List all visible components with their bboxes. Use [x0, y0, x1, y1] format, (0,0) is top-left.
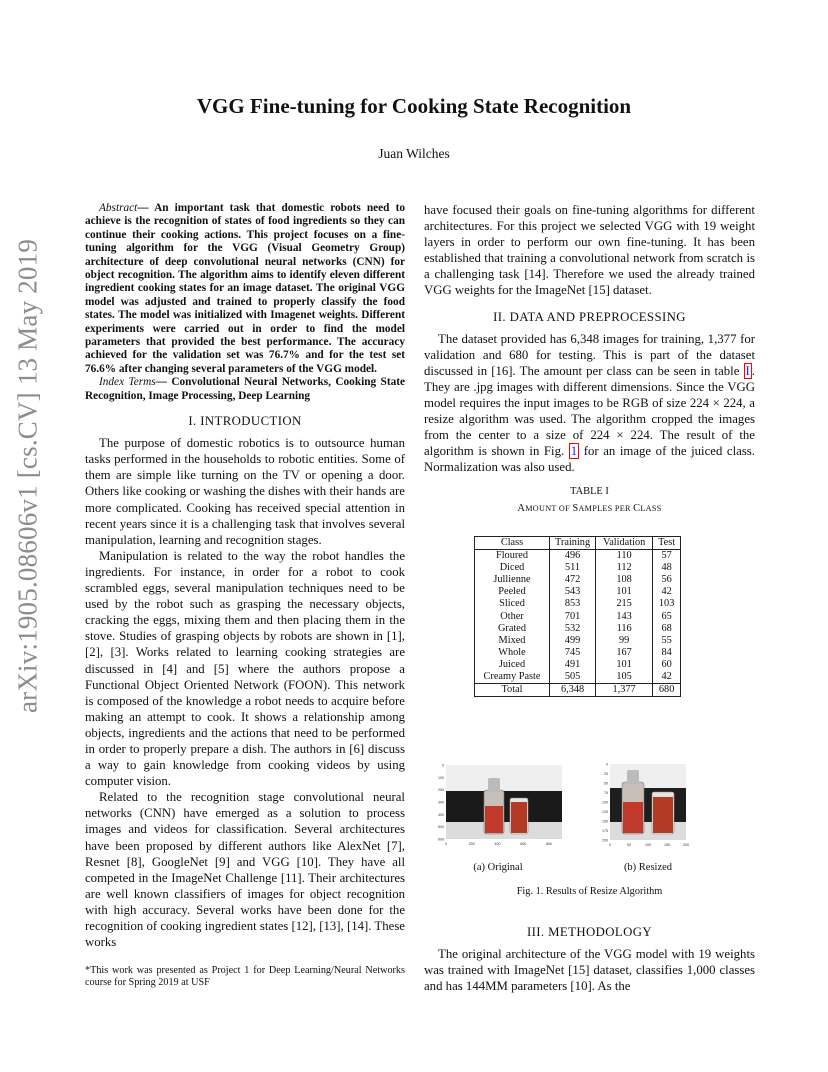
- index-terms-lead: Index Terms: [99, 376, 156, 389]
- table-cell: 48: [653, 562, 681, 574]
- table-label: TABLE I: [570, 486, 609, 497]
- table-row: [475, 598, 681, 610]
- table-total-cell: 6,348: [550, 684, 596, 697]
- paper-title: VGG Fine-tuning for Cooking State Recognition: [196, 94, 632, 118]
- caption-part: C: [633, 503, 641, 514]
- figure-original-plot: [432, 762, 564, 852]
- abstract-lead: Abstract: [99, 202, 138, 214]
- table-cell: Diced: [475, 562, 550, 574]
- table-cell: Sliced: [475, 598, 550, 610]
- x-tick-label: 0: [609, 843, 611, 847]
- table-cell: 505: [550, 671, 596, 684]
- y-tick-label: 100: [602, 800, 608, 805]
- y-tick-label: 75: [604, 791, 608, 795]
- method-heading: III. METHODOLOGY: [526, 925, 653, 939]
- samples-table: [474, 536, 681, 697]
- bottle-juice: [623, 802, 643, 833]
- y-tick-label: 0: [442, 763, 444, 768]
- table-total-cell: 680: [653, 684, 681, 697]
- y-tick-label: 25: [604, 772, 608, 776]
- table-cell: 110: [596, 550, 653, 563]
- table-cell: 215: [596, 598, 653, 610]
- table-header: Validation: [596, 537, 653, 550]
- table-cell: 101: [596, 659, 653, 671]
- table-cell: 105: [596, 671, 653, 684]
- table-cell: Juiced: [475, 659, 550, 671]
- caption-part: S: [572, 503, 579, 514]
- table-cell: Peeled: [475, 586, 550, 598]
- table-cell: Grated: [475, 623, 550, 635]
- data-paragraph: [424, 331, 755, 476]
- table-row: [475, 550, 681, 563]
- subcaption-b: (b) Resized: [623, 862, 673, 873]
- table-cell: 103: [653, 598, 681, 610]
- table-cell: 499: [550, 635, 596, 647]
- table-cell: 57: [653, 550, 681, 563]
- data-text-a: The dataset provided has 6,348 images for training, 1,377 for validation and 680 for testing. This is part of the dataset discussed in [16]. The amount per class can be seen in table: [424, 331, 755, 378]
- figure-resized-plot: [596, 760, 700, 854]
- table-cell: 745: [550, 647, 596, 659]
- table-cell: 68: [653, 623, 681, 635]
- table-cell: 55: [653, 635, 681, 647]
- table-row: [475, 574, 681, 586]
- y-tick-label: 100: [438, 775, 444, 780]
- table-cell: 143: [596, 611, 653, 623]
- table-row: [475, 635, 681, 647]
- table-cell: Whole: [475, 647, 550, 659]
- x-tick-label: 200: [683, 843, 689, 847]
- right-column: [424, 202, 755, 476]
- index-terms: Index Terms— Convolutional Neural Networks, Cooking State Recognition, Image Processing, Deep Learning: [85, 376, 406, 402]
- y-tick-label: 175: [602, 829, 608, 833]
- table-body: [475, 550, 681, 697]
- figure-original: [432, 762, 564, 852]
- table-row: [475, 611, 681, 623]
- bottle-juice: [485, 806, 503, 833]
- photo-wall: [610, 764, 686, 788]
- table-cell: 496: [550, 550, 596, 563]
- table-cell: 543: [550, 586, 596, 598]
- index-terms-text: Convolutional Neural Networks, Cooking State Recognition, Image Processing, Deep Learning: [85, 376, 406, 402]
- figure-ref-link[interactable]: 1: [570, 444, 578, 459]
- table-total-row: [475, 684, 681, 697]
- y-tick-label: 50: [604, 781, 608, 786]
- y-tick-label: 125: [602, 810, 608, 814]
- table-cell: 532: [550, 623, 596, 635]
- table-cell: Jullienne: [475, 574, 550, 586]
- table-cell: Floured: [475, 550, 550, 563]
- y-tick-label: 400: [438, 812, 444, 817]
- intro-paragraph-1: The purpose of domestic robotics is to outsource human tasks performed in the households to robotic entities. Some of them are simple like turning on the TV or opening a door. Others like cooking or washing the dishes with their hands are more complicated. Cooking has received special attention in recent years since it is a challenging task that involves several manipulation, learning and recognition stages.: [85, 436, 405, 547]
- photo-wall: [446, 765, 562, 791]
- x-tick-label: 50: [627, 843, 631, 847]
- table-row: [475, 623, 681, 635]
- data-text-c: for an image of the juiced class. Normalization was also used.: [424, 444, 755, 475]
- table-total-cell: 1,377: [596, 684, 653, 697]
- x-tick-label: 800: [546, 842, 552, 846]
- table-cell: 108: [596, 574, 653, 586]
- glass-juice: [653, 797, 673, 833]
- table-header: Class: [475, 537, 550, 550]
- table-cell: 84: [653, 647, 681, 659]
- table-row: [475, 586, 681, 598]
- x-tick-label: 400: [494, 842, 501, 846]
- subcaption-a: (a) Original: [473, 862, 523, 873]
- x-tick-label: 0: [445, 842, 447, 846]
- intro-paragraph-2: Manipulation is related to the way the robot handles the ingredients. For instance, in order for a robot to cook scrambled eggs, several manipulation techniques need to be used by the robot such as grasping the necessary objects, cracking the eggs, mixing them and then placing them in the stove. Studies of grasping objects by robots are shown in [1], [2], [3]. Works related to learning cooking strategies are discussed in [4] and [5] where the authors propose a Functional Object Oriented Network (FOON). This network is composed of the knowledge a robot needs to acquire before making an attempt to cook. It shows a relationship among objects, ingredients and the actions that need to be performed in order to properly prepare a dish. The authors in [6] discuss a way to gain knowledge from cooking videos by using computer vision.: [85, 548, 405, 789]
- table-cell: 42: [653, 586, 681, 598]
- table-cell: Other: [475, 611, 550, 623]
- table-row: [475, 659, 681, 671]
- photo-table: [610, 822, 686, 840]
- figure-resized: [596, 760, 700, 854]
- caption-part: AMPLES PER: [578, 504, 634, 513]
- table-cell: 42: [653, 671, 681, 684]
- abstract-text: An important task that domestic robots need to achieve is the recognition of states of food ingredients so they can continue their cooking actions. This project focuses on a fine-tuning algorithm for the VGG (Visual Geometry Group) architecture of deep convolutional neural networks (CNN) for object recognition. The algorithm aims to identify eleven different ingredient cooking states for an image dataset. The original VGG model was adjusted and trained to properly classify the food states. The model was initialized with Imagenet weights. Different experiments were carried out in order to find the model parameters that provided the best performance. The accuracy achieved for the validation set was 76.7% and for the test set 76.6% after changing several parameters of the VGG model.: [85, 202, 405, 375]
- x-tick-label: 200: [468, 842, 475, 846]
- table-caption: [424, 503, 755, 514]
- intro-paragraph-3: Related to the recognition stage convolutional neural networks (CNN) have emerged as a solution to process images and videos for classification. Several architectures have been proposed by different authors like AlexNet [7], Resnet [8], GoogleNet [9] and VGG [10]. They have all competed in the ImageNet Challenge [11]. Their architectures are well known classifiers of images for object recognition with high accuracy. Several works have been done for the recognition of cooking ingredient states [12], [13], [14]. These works: [85, 790, 405, 950]
- table-row: [475, 647, 681, 659]
- x-tick-label: 600: [520, 842, 527, 846]
- table-cell: 701: [550, 611, 596, 623]
- y-tick-label: 200: [602, 838, 608, 843]
- paper-author: Juan Wilches: [378, 146, 450, 161]
- y-tick-label: 300: [438, 800, 444, 805]
- table-cell: 60: [653, 659, 681, 671]
- table-header-row: [475, 537, 681, 550]
- y-tick-label: 0: [606, 762, 608, 767]
- data-text-b: . They are .jpg images with different dimensions. Since the VGG model requires the input images to be RGB of size 224 × 224, a resize algorithm was used. The algorithm cropped the images from the center to a size of 224 × 224. The result of the algorithm is shown in Fig.: [424, 363, 755, 459]
- table-ref-link[interactable]: I: [745, 363, 750, 378]
- table-cell: 65: [653, 611, 681, 623]
- table-cell: 56: [653, 574, 681, 586]
- y-tick-label: 150: [602, 819, 608, 824]
- y-tick-label: 200: [438, 788, 444, 793]
- data-heading: II. DATA AND PREPROCESSING: [493, 309, 686, 324]
- footnote: *This work was presented as Project 1 for Deep Learning/Neural Networks course for Spring 2019 at USF: [85, 965, 405, 989]
- table-cell: Mixed: [475, 635, 550, 647]
- table-row: [475, 671, 681, 684]
- method-paragraph: The original architecture of the VGG model with 19 weights was trained with ImageNet [15] dataset, classifies 1,000 classes and has 144MM parameters [10]. As the: [424, 947, 755, 994]
- x-tick-label: 150: [664, 843, 670, 847]
- right-column-lower: [424, 924, 755, 994]
- left-column: [85, 202, 405, 950]
- caption-part: LASS: [640, 504, 662, 513]
- table-cell: 116: [596, 623, 653, 635]
- caption-part: A: [517, 503, 526, 514]
- table-cell: 101: [596, 586, 653, 598]
- y-tick-label: 600: [438, 837, 444, 842]
- intro-heading: I. INTRODUCTION: [188, 414, 302, 429]
- table-total-cell: Total: [475, 684, 550, 697]
- table-cell: Creamy Paste: [475, 671, 550, 684]
- table-cell: 853: [550, 598, 596, 610]
- table-row: [475, 562, 681, 574]
- table-cell: 491: [550, 659, 596, 671]
- table-cell: 511: [550, 562, 596, 574]
- figure-caption: Fig. 1. Results of Resize Algorithm: [516, 886, 663, 897]
- x-tick-label: 100: [645, 843, 651, 847]
- y-tick-label: 500: [438, 825, 444, 830]
- table-header: Training: [550, 537, 596, 550]
- bottle-neck: [627, 770, 639, 784]
- bottle-neck: [488, 778, 500, 792]
- caption-part: MOUNT OF: [525, 504, 573, 513]
- table-cell: 167: [596, 647, 653, 659]
- table-cell: 99: [596, 635, 653, 647]
- glass-juice: [511, 802, 527, 833]
- table-cell: 112: [596, 562, 653, 574]
- table-header: Test: [653, 537, 681, 550]
- arxiv-id: arXiv:1905.08606v1 [cs.CV] 13 May 2019: [12, 238, 43, 714]
- abstract: Abstract— An important task that domestic robots need to achieve is the recognition of states of food ingredients so they can continue their cooking actions. This project focuses on a fine-tuning algorithm for the VGG (Visual Geometry Group) architecture of deep convolutional neural networks (CNN) for object recognition. The algorithm aims to identify eleven different ingredient cooking states for an image dataset. The original VGG model was adjusted and trained to properly classify the food states. The model was initialized with Imagenet weights. Different experiments were carried out in order to find the model parameters that provided the best performance. The accuracy achieved for the validation set was 76.7% and for the test set 76.6% after changing several parameters of the VGG model.: [85, 202, 405, 375]
- table-cell: 472: [550, 574, 596, 586]
- right-paragraph-1: have focused their goals on fine-tuning algorithms for different architectures. For this project we selected VGG with 19 weight layers in order to perform our own fine-tuning. It has been established that training a convolutional network from scratch is a challenging task [14]. Therefore we used the already trained VGG weights for the ImageNet [15] dataset.: [424, 203, 755, 298]
